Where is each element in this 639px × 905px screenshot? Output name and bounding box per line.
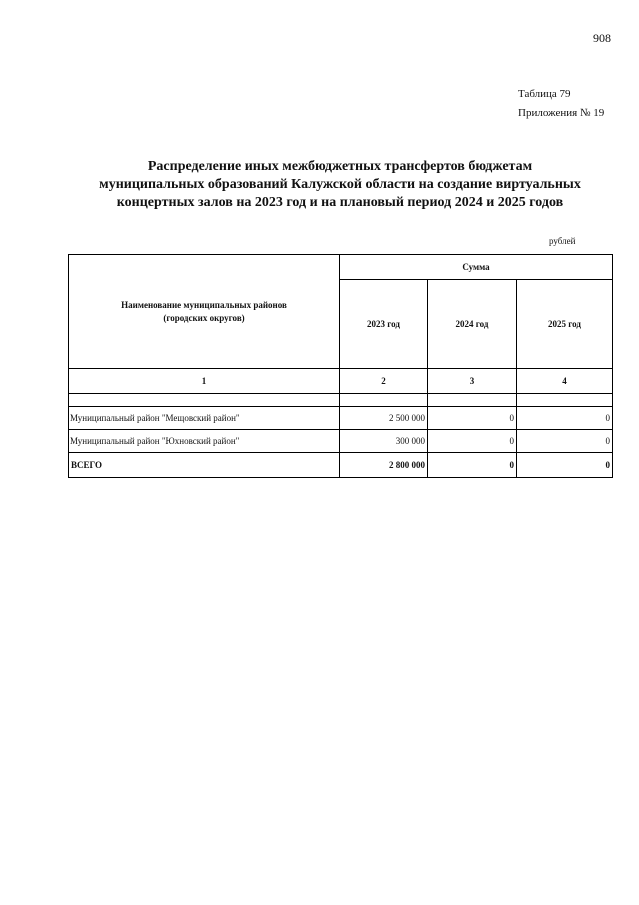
spacer-cell bbox=[517, 394, 613, 407]
appendix-reference: Приложения № 19 bbox=[518, 107, 605, 119]
value-2025: 0 bbox=[517, 407, 613, 430]
table-row bbox=[69, 407, 613, 430]
column-number-1: 1 bbox=[69, 369, 340, 394]
district-name: Муниципальный район "Мещовский район" bbox=[69, 407, 340, 430]
district-name: Муниципальный район "Юхновский район" bbox=[69, 430, 340, 453]
value-2024: 0 bbox=[428, 407, 517, 430]
year-header-2024: 2024 год bbox=[428, 280, 517, 369]
total-row bbox=[69, 453, 613, 478]
spacer-cell bbox=[69, 394, 340, 407]
sum-header: Сумма bbox=[340, 255, 613, 280]
distribution-table bbox=[68, 254, 613, 478]
total-2025: 0 bbox=[517, 453, 613, 478]
year-header-2023: 2023 год bbox=[340, 280, 428, 369]
spacer-cell bbox=[428, 394, 517, 407]
title-line-2: муниципальных образований Калужской области на создание виртуальных bbox=[99, 177, 581, 192]
total-2024: 0 bbox=[428, 453, 517, 478]
document-title bbox=[60, 158, 620, 212]
units-label: рублей bbox=[549, 236, 576, 246]
total-label: ВСЕГО bbox=[69, 453, 340, 478]
table-reference: Таблица 79 bbox=[518, 88, 571, 100]
column-number-4: 4 bbox=[517, 369, 613, 394]
column-number-row bbox=[69, 369, 613, 394]
title-line-1: Распределение иных межбюджетных трансфертов бюджетам bbox=[147, 159, 533, 174]
name-header-line-2: (городских округов) bbox=[163, 312, 245, 323]
name-header-line-1: Наименование муниципальных районов bbox=[121, 299, 287, 310]
header-row-sum bbox=[69, 255, 613, 280]
value-2023: 2 500 000 bbox=[340, 407, 428, 430]
column-number-2: 2 bbox=[340, 369, 428, 394]
spacer-cell bbox=[340, 394, 428, 407]
table-row bbox=[69, 430, 613, 453]
total-2023: 2 800 000 bbox=[340, 453, 428, 478]
value-2025: 0 bbox=[517, 430, 613, 453]
page-number: 908 bbox=[593, 31, 611, 45]
name-column-header bbox=[69, 255, 340, 369]
column-number-3: 3 bbox=[428, 369, 517, 394]
year-header-2025: 2025 год bbox=[517, 280, 613, 369]
value-2023: 300 000 bbox=[340, 430, 428, 453]
title-line-3: концертных залов на 2023 год и на плановый период 2024 и 2025 годов bbox=[116, 195, 564, 210]
value-2024: 0 bbox=[428, 430, 517, 453]
spacer-row bbox=[69, 394, 613, 407]
